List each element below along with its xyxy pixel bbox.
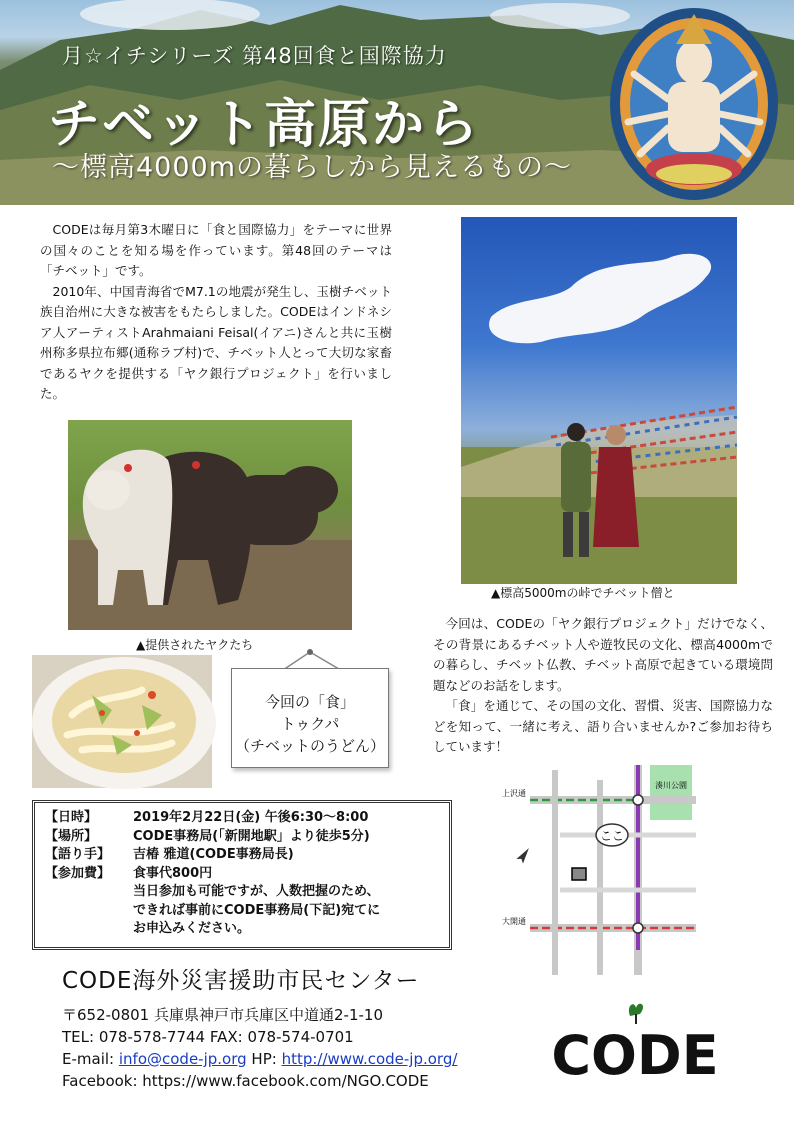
description-paragraph-2: 「食」を通じて、その国の文化、習慣、災害、国際協力などを知って、一緒に考え、語り合いませんか?ご参加お待ちしています！: [433, 698, 773, 754]
food-note-card: [231, 668, 389, 768]
intro-paragraph-1: CODEは毎月第3木曜日に「食と国際協力」をテーマに世界の国々のことを知る場を作っています。第48回のテーマは「チベット」です。: [40, 222, 392, 278]
fee-value: 食事代800円: [133, 865, 213, 881]
info-row-fee: [45, 865, 439, 884]
hp-label: HP:: [246, 1050, 282, 1068]
info-row-date: [45, 809, 439, 828]
here-label: ここ: [599, 829, 625, 843]
page-title: チベット高原から: [48, 95, 481, 155]
logo-text: CODE: [551, 1024, 719, 1087]
park-area: [650, 765, 692, 820]
info-note-3: お申込みください。: [133, 921, 251, 936]
event-info-box: [32, 800, 452, 950]
series-label: 月☆イチシリーズ 第48回食と国際協力: [62, 44, 447, 68]
place-label: 【場所】: [45, 828, 98, 844]
map-label-park: 湊川公園: [655, 781, 687, 790]
food-note-line-3: （チベットのうどん）: [234, 737, 385, 755]
place-value: CODE事務局(「新開地駅」より徒歩5分): [133, 828, 370, 844]
description-paragraph-1: 今回は、CODEの「ヤク銀行プロジェクト」だけでなく、その背景にあるチベット人や遊牧民の文化、標高4000mでの暮らし、チベット仏教、チベット高原で起きている環境問題などのお話をします。: [433, 616, 773, 693]
description-text: [433, 614, 773, 758]
intro-text: [40, 220, 392, 405]
info-row-speaker: [45, 846, 439, 865]
header-banner: [0, 0, 794, 205]
facebook-line: Facebook: https://www.facebook.com/NGO.CODE: [62, 1072, 429, 1090]
info-note-1: 当日参加も可能ですが、人数把握のため、: [133, 884, 380, 899]
address-line: 〒652-0801 兵庫県神戸市兵庫区中道通2-1-10: [62, 1006, 383, 1024]
email-link[interactable]: info@code-jp.org: [118, 1050, 247, 1068]
website-link[interactable]: http://www.code-jp.org/: [281, 1050, 458, 1068]
pass-photo-caption: ▲標高5000mの峠でチベット僧と: [491, 586, 675, 600]
email-label: E-mail:: [62, 1050, 119, 1068]
map-label-kamisawa: 上沢通: [502, 789, 526, 798]
date-value: 2019年2月22日(金) 午後6:30〜8:00: [133, 810, 369, 825]
code-office-marker: [572, 868, 586, 880]
code-logo: [551, 998, 719, 1087]
mountain-pass-photo: [461, 217, 737, 584]
organization-name: CODE海外災害援助市民センター: [62, 968, 420, 994]
contact-info: [62, 1004, 457, 1092]
speaker-label: 【語り手】: [45, 847, 111, 862]
access-map: [500, 760, 696, 978]
tel-fax-line: TEL: 078-578-7744 FAX: 078-574-0701: [62, 1028, 354, 1046]
thangka-deity-image: [606, 4, 782, 200]
food-note-line-1: 今回の「食」: [264, 693, 355, 711]
page-subtitle: 〜標高4000mの暮らしから見えるもの〜: [52, 152, 573, 183]
yak-photo-caption: ▲提供されたヤクたち: [136, 638, 254, 652]
map-label-daikai: 大開通: [502, 917, 526, 926]
info-note-2: できれば事前にCODE事務局(下記)宛てに: [133, 902, 381, 918]
food-note-line-2: トゥクパ: [280, 715, 340, 733]
date-label: 【日時】: [45, 810, 98, 825]
email-hp-line: [62, 1048, 457, 1070]
speaker-value: 吉椿 雅道(CODE事務局長): [133, 847, 294, 862]
fee-label: 【参加費】: [45, 865, 111, 881]
thukpa-photo: [32, 655, 212, 788]
intro-paragraph-2: 2010年、中国青海省でM7.1の地震が発生し、玉樹チベット族自治州に大きな被害をもたらしました。CODEはインドネシア人アーティストArahmaiani Feisal(イアニ)さんと共に玉樹州称多県拉布郷(通称ラブ村)で、チベット人とって大切な家畜であるヤクを提供する「ヤク銀行プロジェクト」を行いました。: [40, 283, 392, 401]
info-row-place: [45, 828, 439, 847]
yak-photo: [68, 420, 352, 630]
